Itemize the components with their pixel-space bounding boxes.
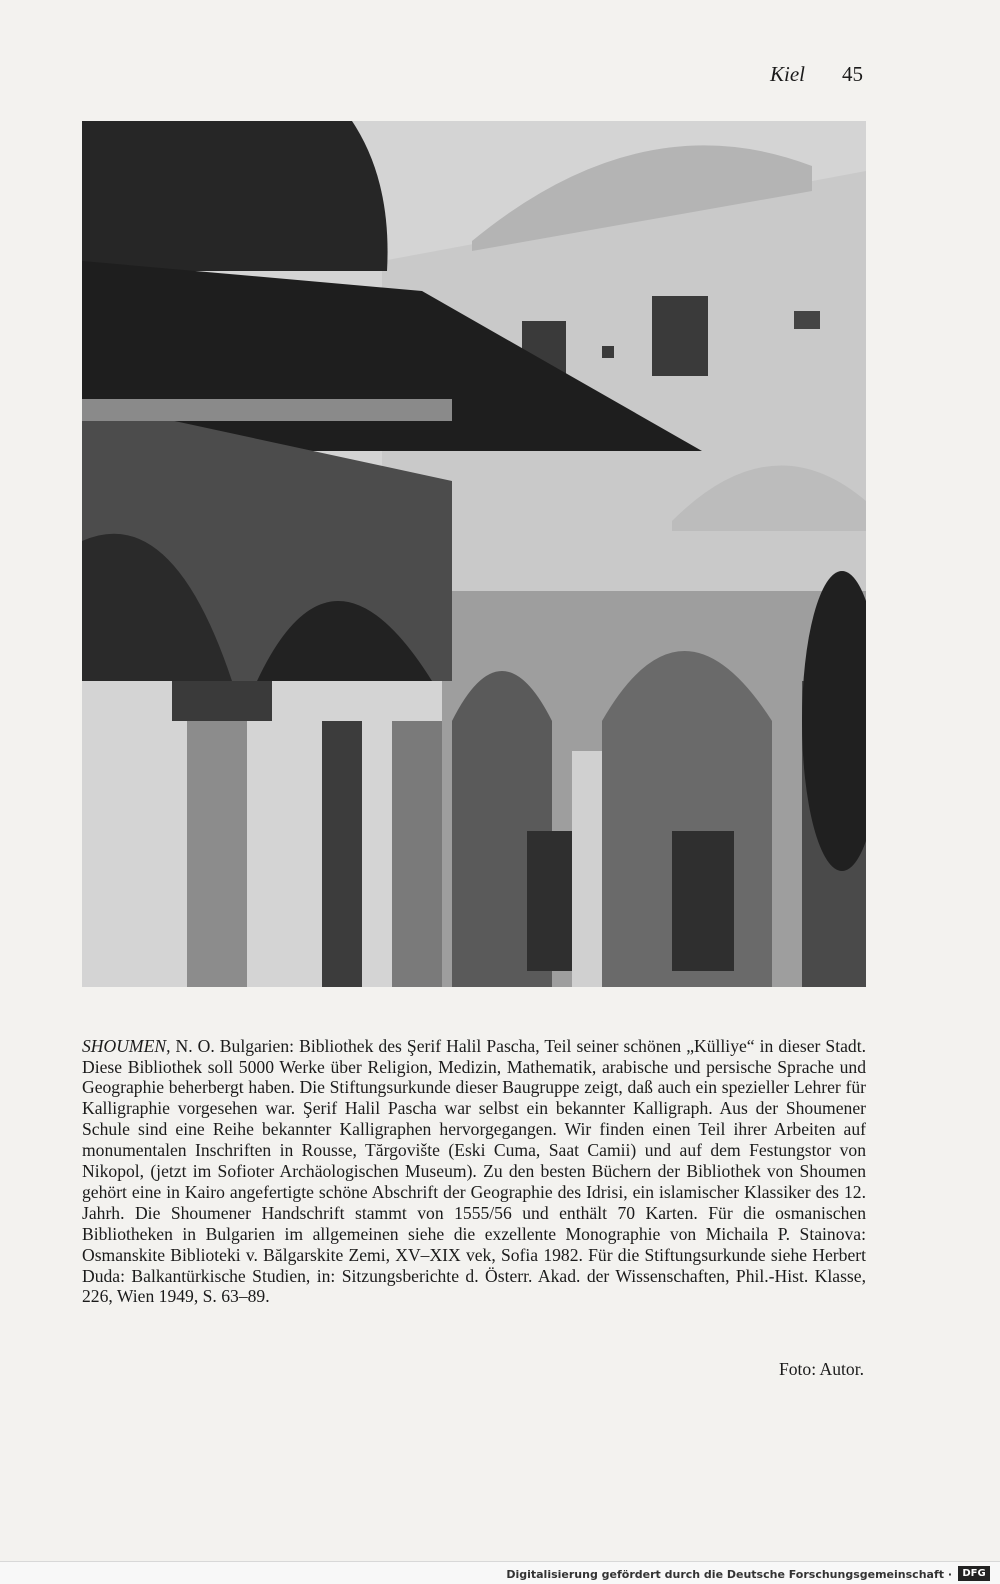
photo-credit: Foto: Autor.	[778, 1359, 864, 1379]
photo-caption	[82, 1036, 866, 1308]
library-photograph	[82, 121, 866, 987]
digitization-footer	[0, 1561, 1000, 1584]
caption-text: , N. O. Bulgarien: Bibliothek des Şerif Halil Pascha, Teil seiner schönen „Külliye“ in dieser Stadt. Diese Bibliothek soll 5000 Werke über Religion, Medizin, Mathematik, arabische und persische Sprache und Geographie beherbergt haben. Die Stiftungsurkunde dieser Baugruppe zeigt, daß auch ein spezieller Lehrer für Kalligraphie vorgesehen war. Şerif Halil Pascha war selbst ein bekannter Kalligraph. Aus der Shoumener Schule sind eine Reihe bekannter Kalligraphen hervorgegangen. Wir finden einen Teil ihrer Arbeiten auf monumentalen Inschriften in Rousse, Tărgovište (Eski Cuma, Saat Camii) und auf dem Festungstor von Nikopol, (jetzt im Sofioter Archäologischen Museum). Zu den besten Büchern der Bibliothek von Shoumen gehört eine in Kairo angefertigte schöne Abschrift der Geographie des Idrisi, ein islamischer Klassiker des 12. Jahrh. Die Shoumener Handschrift stammt von 1555/56 und enthält 70 Karten. Für die osmanischen Bibliotheken in Bulgarien im allgemeinen siehe die exzellente Monographie von Michaila P. Stainova: Osmanskite Biblioteki v. Bălgarskite Zemi, XV–XIX vek, Sofia 1982. Für die Stiftungsurkunde siehe Herbert Duda: Balkantürkische Studien, in: Sitzungsberichte d. Österr. Akad. der Wissenschaften, Phil.-Hist. Klasse, 226, Wien 1949, S. 63–89.	[82, 1035, 866, 1307]
dfg-logo: DFG	[958, 1566, 990, 1581]
caption-place: SHOUMEN	[82, 1035, 167, 1056]
funding-notice: Digitalisierung gefördert durch die Deutsche Forschungsgemeinschaft ·	[506, 1568, 952, 1581]
page-number: 45	[842, 62, 863, 86]
header-author: Kiel	[770, 62, 805, 86]
